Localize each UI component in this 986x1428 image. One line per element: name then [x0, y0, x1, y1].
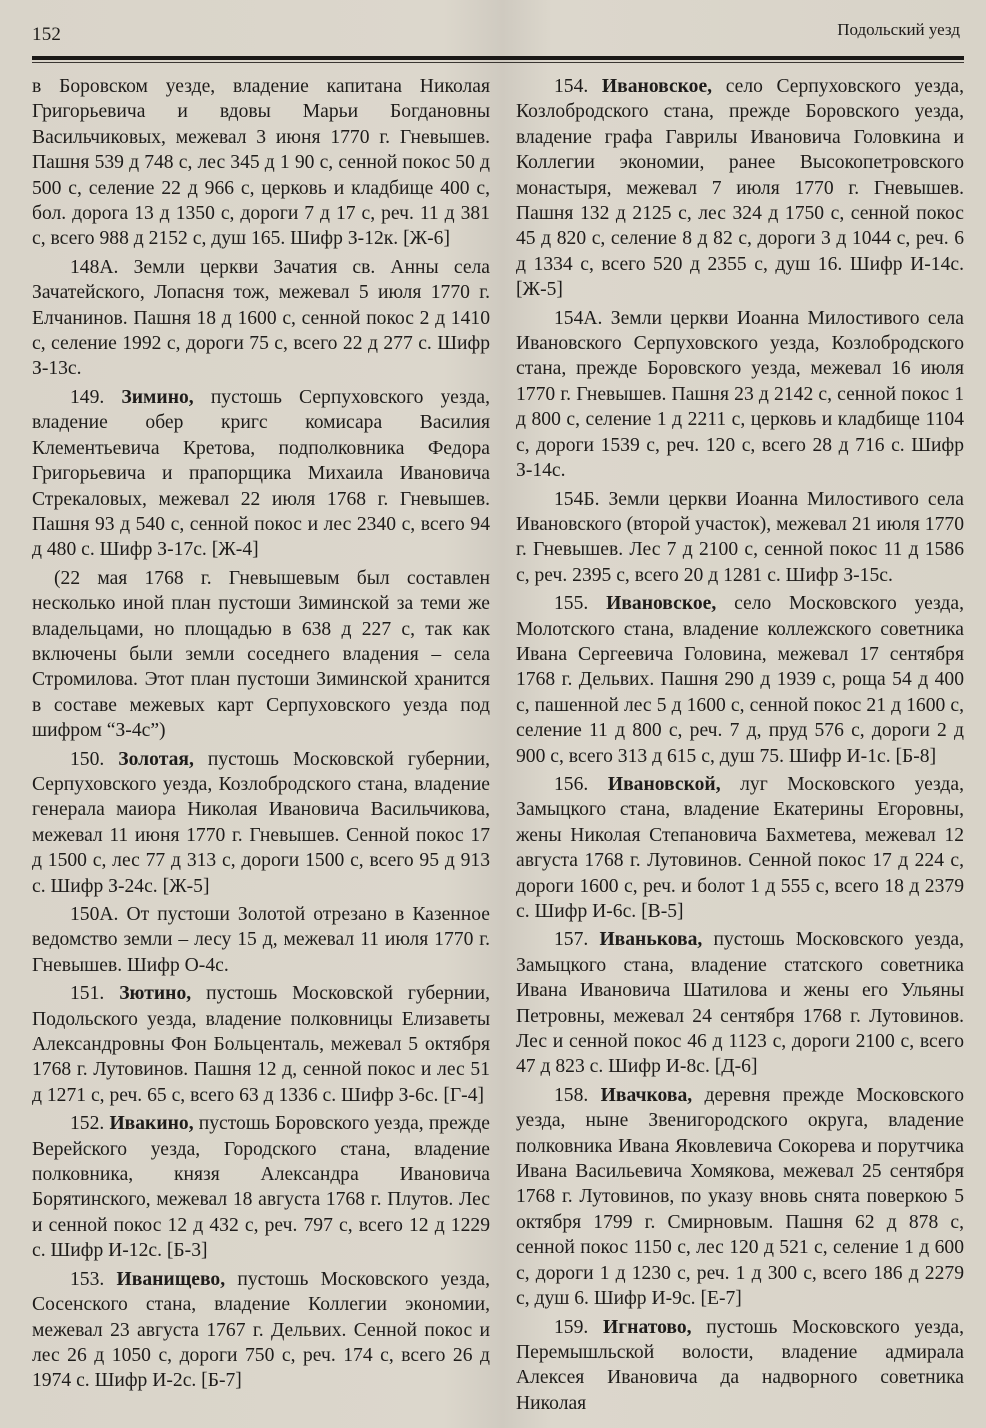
entry-name: Ивачкова, — [600, 1084, 693, 1106]
entry-158 — [516, 1083, 964, 1312]
entry-name: Ивановское, — [606, 593, 717, 615]
entry-number: 152. — [70, 1113, 105, 1135]
entry-number: 159. — [554, 1316, 589, 1338]
left-column — [32, 74, 490, 1394]
entry-number: 151. — [70, 983, 105, 1005]
entry-149 — [32, 385, 490, 563]
header-rule-thick — [32, 56, 964, 60]
entry-154b: 154Б. Земли церкви Иоанна Милостивого села Ивановского (второй участок), межевал 21 июля 1770 г. Гневышев. Лес 7 д 2100 с, сенной покос 11 д 1586 с, реч. 2395 с, всего 20 д 1281 с. Шифр З-15с. — [516, 488, 964, 586]
entry-154a: 154А. Земли церкви Иоанна Милостивого села Ивановского Серпуховского уезда, Козлобродского стана, прежде Боровского уезда, межевал 16 июля 1770 г. Гневышев. Пашня 23 д 2142 с, сенной покос 1 д 800 с, селение 1 д 2211 с, церковь и кладбище 1104 с, дороги 1539 с, реч. 120 с, всего 28 д 716 с. Шифр З-14с. — [516, 307, 964, 482]
entry-text: деревня прежде Московского уезда, ныне Звенигородского округа, владение полковника Ивана Яковлевича Сокорева и порутчика Ивана Васильевича Хомякова, межевал 25 сентября 1768 г. Лутовинов, по указу вновь снята поверкою 5 октября 1799 г. Смирновым. Пашня 62 д 878 с, сенной покос 1150 с, лес 120 д 521 с, селение 1 д 600 с, дороги 1 д 1230 с, реч. 1 д 300 с, всего 186 д 2279 с, душ 6. Шифр И-9с. [Е-7] — [516, 1084, 964, 1310]
page-number: 152 — [32, 24, 62, 45]
entry-number: 158. — [554, 1084, 589, 1106]
entry-number: 157. — [554, 929, 589, 951]
entry-text: пустошь Московского уезда, Замыцкого стана, владение статского советника Ивана Ивановича Шатилова и жены его Ульяны Петровны, межевал 24 сентября 1768 г. Лутовинов. Лес и сенной покос 46 д 1123 с, дороги 2100 с, всего 47 д 823 с. Шифр И-8с. [Д-6] — [516, 929, 964, 1078]
running-title: Подольский уезд — [837, 20, 960, 39]
entry-151 — [32, 981, 490, 1108]
header-rule-thin — [32, 62, 964, 63]
entry-147-continuation: в Боровском уезде, владение капитана Николая Григорьевича и вдовы Марьи Богдановны Васильчиковых, межевал 3 июня 1770 г. Гневышев. Пашня 539 д 748 с, лес 345 д 1 90 с, сенной покос 50 д 500 с, селение 22 д 966 с, церковь и кладбище 400 с, бол. дорога 13 д 1350 с, дороги 7 д 17 с, реч. 11 д 381 с, всего 988 д 2152 с, душ 165. Шифр З-12к. [Ж-6] — [32, 76, 490, 250]
right-column — [516, 74, 964, 1416]
entry-text: село Московского уезда, Молотского стана, владение коллежского советника Ивана Сергеевича Головина, межевал 17 сентября 1768 г. Дельвих. Пашня 290 д 1939 с, роща 54 д 400 с, пашенной лес 5 д 1600 с, сенной покос 21 д 1600 с, селение 11 д 800 с, реч. 7 д, пруд 576 с, дороги 2 д 900 с, всего 313 д 615 с, душ 75. Шифр И-1с. [Б-8] — [516, 593, 965, 767]
entry-text: село Серпуховского уезда, Козлобродского стана, прежде Боровского уезда, владение графа Гаврилы Ивановича Головкина и Коллегии экономии, ранее Высокопетровского монастыря, межевал 7 июля 1770 г. Гневышев. Пашня 132 д 2125 с, лес 324 д 1750 с, сенной покос 45 д 820 с, селение 8 д 82 с, дороги 3 д 1044 с, реч. 6 д 1334 с, всего 520 д 2355 с, душ 16. Шифр И-14с. [Ж-5] — [516, 76, 964, 301]
entry-155 — [516, 591, 964, 769]
entry-text: пустошь Московского уезда, Перемышльской волости, владение адмирала Алексея Ивановича да надворного советника Николая — [516, 1316, 964, 1414]
entry-150a: 150А. От пустоши Золотой отрезано в Казенное ведомство земли – лесу 15 д, межевал 11 июля 1770 г. Гневышев. Шифр О-4с. — [32, 904, 490, 976]
entry-text: пустошь Московской губернии, Серпуховского уезда, Козлобродского стана, владение генерала маиора Николая Ивановича Васильчикова, межевал 11 июня 1770 г. Гневышев. Сенной покос 17 д 1500 с, лес 77 д 313 с, дороги 1500 с, всего 95 д 913 с. Шифр З-24с. [Ж-5] — [32, 748, 490, 897]
entry-148a: 148А. Земли церкви Зачатия св. Анны села Зачатейского, Лопасня тож, межевал 5 июля 1770 г. Елчанинов. Пашня 18 д 1600 с, сенной покос 2 д 1410 с, селение 1992 с, дороги 75 с, всего 22 д 277 с. Шифр З-13с. — [32, 256, 490, 380]
entry-text: пустошь Московской губернии, Подольского уезда, владение полковницы Елизаветы Александровны Фон Больценталь, межевал 5 октября 1768 г. Лутовинов. Пашня 12 д, сенной покос и лес 51 д 1271 с, реч. 65 с, всего 63 д 1336 с. Шифр З-6с. [Г-4] — [32, 983, 490, 1106]
entry-154 — [516, 74, 964, 303]
entry-153 — [32, 1267, 490, 1394]
entry-156 — [516, 772, 964, 924]
entry-name: Ивановское, — [601, 76, 713, 97]
entry-name: Зютино, — [119, 983, 192, 1005]
entry-159 — [516, 1315, 964, 1417]
entry-name: Ивакино, — [109, 1113, 194, 1135]
entry-text: пустошь Московского уезда, Сосенского стана, владение Коллегии экономии, межевал 23 августа 1767 г. Дельвих. Сенной покос и лес 26 д 1050 с, дороги 750 с, реч. 174 с, всего 26 д 1974 с. Шифр И-2с. [Б-7] — [32, 1268, 491, 1392]
entry-name: Игнатово, — [603, 1316, 692, 1338]
entry-number: 149. — [70, 386, 105, 408]
entry-name: Ивановской, — [607, 773, 721, 795]
entry-number: 150. — [70, 748, 105, 770]
entry-number: 155. — [554, 593, 589, 615]
entry-text: луг Московского уезда, Замыцкого стана, владение Екатерины Егоровны, жены Николая Степановича Бахметева, межевал 12 августа 1768 г. Лутовинов. Сенной покос 17 д 224 с, дороги 1600 с, реч. и болот 1 д 555 с, всего 18 д 2379 с. Шифр И-6с. [В-5] — [516, 773, 964, 922]
entry-number: 153. — [70, 1268, 105, 1290]
entry-name: Иванищево, — [116, 1268, 226, 1290]
entry-text: пустошь Серпуховского уезда, владение обер кригс комисара Василия Клементьевича Кретова, подполковника Федора Григорьевича и прапорщика Михаила Ивановича Стрекаловых, межевал 22 июля 1768 г. Гневышев. Пашня 93 д 540 с, сенной покос и лес 2340 с, всего 94 д 480 с. Шифр З-17с. [Ж-4] — [32, 386, 490, 561]
entry-152 — [32, 1111, 490, 1263]
entry-text: пустошь Боровского уезда, прежде Верейского уезда, Городского стана, владение полковника, князя Александра Ивановича Борятинского, межевал 18 августа 1768 г. Плутов. Лес и сенной покос 12 д 432 с, реч. 797 с, всего 12 д 1229 с. Шифр И-12с. [Б-3] — [32, 1113, 490, 1262]
entry-name: Иванькова, — [599, 929, 703, 951]
entry-number: 154. — [554, 76, 589, 97]
entry-149-note: (22 мая 1768 г. Гневышевым был составлен несколько иной план пустоши Зиминской за теми же владельцами, но площадью в 638 д 227 с, так как включены были земли соседнего владения – села Стромилова. Этот план пустоши Зиминской хранится в составе межевых карт Серпуховского уезда под шифром “З-4с”) — [32, 567, 490, 742]
entry-name: Зимино, — [121, 386, 194, 408]
entry-150 — [32, 747, 490, 899]
entry-number: 156. — [554, 773, 589, 795]
entry-157 — [516, 927, 964, 1079]
entry-name: Золотая, — [118, 748, 194, 770]
